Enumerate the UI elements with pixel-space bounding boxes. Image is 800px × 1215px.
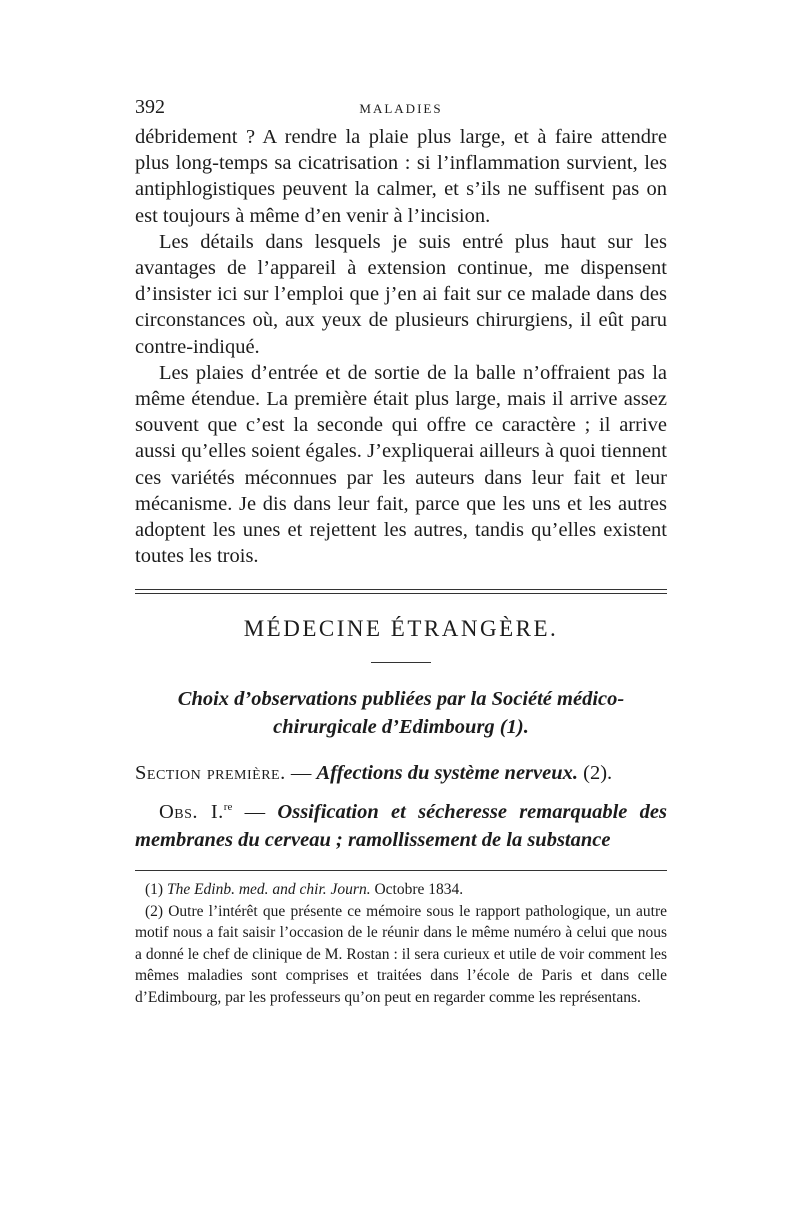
running-title: MALADIES xyxy=(359,101,443,116)
footnote-1-journal: The Edinb. med. and chir. Journ. xyxy=(166,881,371,899)
footnote-2: (2) Outre l’intérêt que présente ce mémoire sous le rapport pathologique, un autre motif nous a fait saisir l’occasion de le réunir dans le même numéro à celui que nous a donné le chef de clinique de M. Rostan : il sera curieux et utile de voir comment les mêmes maladies sont comprises et traitées dans l’école de Paris et dans celle d’Edimbourg, par les professeurs qu’on peut en regarder comme les représentans. xyxy=(135,902,667,1006)
observation-heading xyxy=(135,793,667,854)
page-number: 392 xyxy=(135,96,165,118)
footnote-1 xyxy=(135,879,667,901)
footnote-rule xyxy=(135,870,667,871)
running-head xyxy=(135,96,667,124)
obs-superscript: re xyxy=(223,801,233,814)
short-rule-divider xyxy=(371,662,431,663)
section-label: Section première. xyxy=(135,762,286,785)
paragraph-2: Les détails dans lesquels je suis entré plus haut sur les avantages de l’appareil à extension continue, me dispensent d’insister ici sur l’emploi que j’en ai fait sur ce malade dans des circonstances où, aux yeux de plusieurs chirurgiens, il eût paru contre-indiqué. xyxy=(135,230,667,358)
section-line xyxy=(135,759,667,787)
double-rule-divider xyxy=(135,589,667,594)
article-title-line-2: chirurgicale d’Edimbourg (1). xyxy=(273,716,529,739)
paragraph-1: débridement ? A rendre la plaie plus large, et à faire attendre plus long-temps sa cicatrisation : si l’inflammation survient, les antiphlogistiques peuvent la calmer, et s’ils ne suffisent pas on est toujours à même d’en venir à l’incision. xyxy=(135,126,667,227)
article-title xyxy=(135,685,667,741)
obs-dash: — xyxy=(232,801,278,824)
footnote-1-date: Octobre 1834. xyxy=(370,881,464,899)
paragraph-3: Les plaies d’entrée et de sortie de la balle n’offraient pas la même étendue. La première était plus large, mais il arrive assez souvent que c’est la seconde qui offre ce caractère ; il arrive aussi qu’elles soient égales. J’expliquerai ailleurs à quoi tiennent ces variétés méconnues par les auteurs dans leur fait et leur mécanisme. Je dis dans leur fait, parce que les uns et les autres adoptent les unes et rejettent les autres, tandis qu’elles existent toutes les trois. xyxy=(135,361,667,568)
body-text xyxy=(135,124,667,569)
book-page xyxy=(135,96,667,1008)
obs-label: Obs. I. xyxy=(159,801,224,824)
obs-text: Ossification et sécheresse remarquable des membranes du cerveau ; ramollissement de la substance xyxy=(135,801,668,852)
section-topic: Affections du système nerveux. xyxy=(316,762,578,785)
article-title-line-1: Choix d’observations publiées par la Société médico- xyxy=(177,688,625,711)
section-dash: — xyxy=(285,762,317,785)
section-ref: (2). xyxy=(578,762,613,785)
footnotes xyxy=(135,879,667,1008)
section-heading: MÉDECINE ÉTRANGÈRE. xyxy=(243,616,559,642)
footnote-1-number: (1) xyxy=(145,881,167,899)
